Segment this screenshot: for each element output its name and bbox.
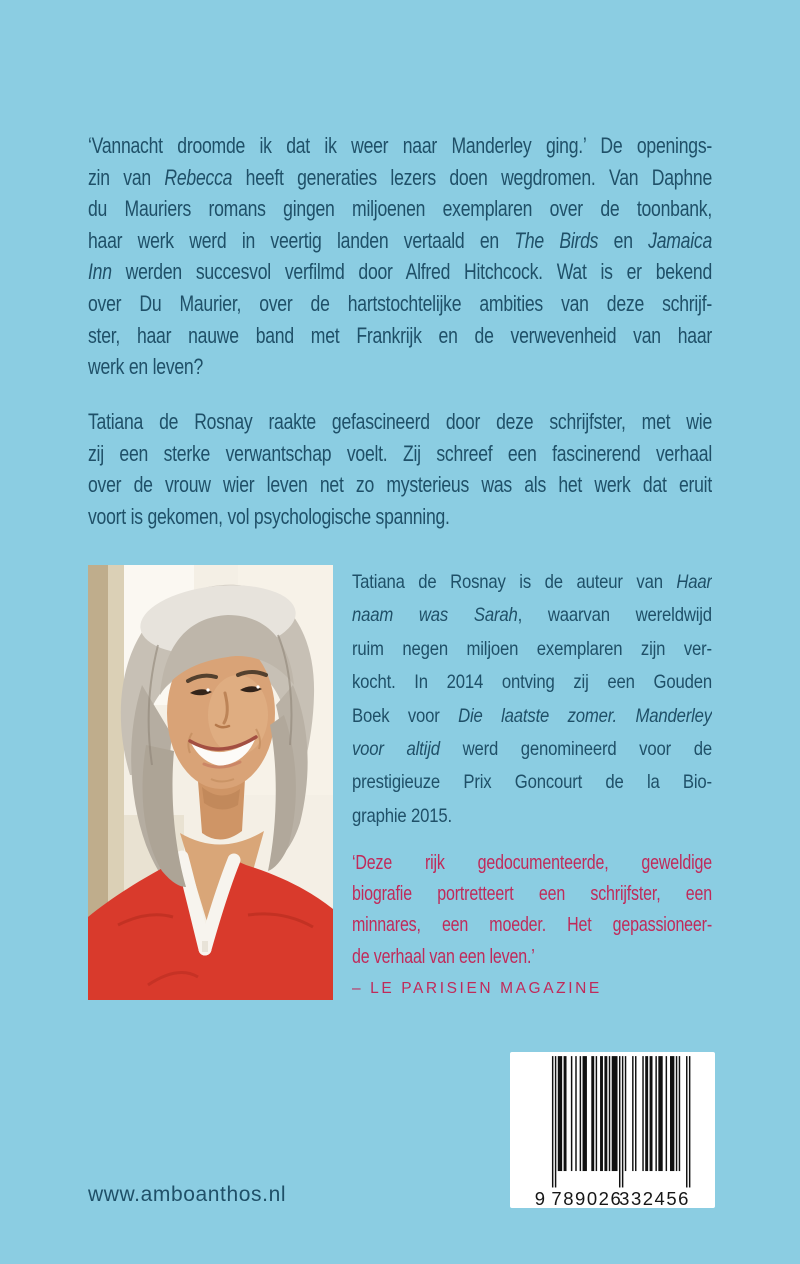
barcode-svg <box>510 1052 715 1208</box>
text-line: kocht. In 2014 ontving zij een Gouden <box>352 671 712 694</box>
text-line: zij een sterke verwantschap voelt. Zij schreef een fascinerend verhaal <box>88 440 712 466</box>
barcode-digits-group1: 789026 <box>551 1187 623 1208</box>
blurb-paragraph-2 <box>88 406 712 532</box>
publisher-website: www.amboanthos.nl <box>88 1183 287 1206</box>
text-line: ‘Deze rijk gedocumenteerde, geweldige <box>352 852 712 874</box>
barcode-bars <box>552 1056 690 1187</box>
text-line: ster, haar nauwe band met Frankrijk en de verwevenheid van haar <box>88 322 712 348</box>
barcode-digit-prefix: 9 <box>534 1187 547 1208</box>
text-line: ‘Vannacht droomde ik dat ik weer naar Manderley ging.’ De openings- <box>88 133 712 158</box>
text-line: naam was Sarah, waarvan wereldwijd <box>352 604 712 627</box>
press-quote-attribution: – LE PARISIEN MAGAZINE <box>352 980 602 997</box>
collar-button <box>202 941 208 952</box>
text-line: graphie 2015. <box>352 804 452 827</box>
text-line: over Du Maurier, over de hartstochtelijke ambities van deze schrijf- <box>88 290 712 316</box>
text-line: werk en leven? <box>88 354 204 380</box>
barcode <box>510 1052 715 1208</box>
author-photo <box>88 565 333 1000</box>
author-bio <box>352 566 712 833</box>
author-photo-illustration <box>88 565 333 1000</box>
text-line: haar werk werd in veertig landen vertaald en The Birds en Jamaica <box>88 227 712 253</box>
text-line: over de vrouw wier leven net zo mysterieus was als het werk dat eruit <box>88 472 712 498</box>
text-line: du Mauriers romans gingen miljoenen exemplaren over de toonbank, <box>88 196 712 222</box>
text-line: ruim negen miljoen exemplaren zijn ver- <box>352 637 712 660</box>
text-line: minnares, een moeder. Het gepassioneer- <box>352 914 712 937</box>
press-quote <box>352 848 712 973</box>
barcode-digits-group2: 332456 <box>619 1187 691 1208</box>
text-line: voor altijd werd genomineerd voor de <box>352 738 712 761</box>
text-line: Tatiana de Rosnay is de auteur van Haar <box>352 571 712 593</box>
text-line: de verhaal van een leven.’ <box>352 945 535 968</box>
text-line: voort is gekomen, vol psychologische spanning. <box>88 503 450 529</box>
text-line: zin van Rebecca heeft generaties lezers doen wegdromen. Van Daphne <box>88 164 712 190</box>
blurb-paragraph-1 <box>88 130 712 383</box>
text-line: Tatiana de Rosnay raakte gefascineerd door deze schrijfster, met wie <box>88 409 712 434</box>
text-line: prestigieuze Prix Goncourt de la Bio- <box>352 771 712 794</box>
text-line: biografie portretteert een schrijfster, een <box>352 883 712 906</box>
text-line: Boek voor Die laatste zomer. Manderley <box>352 704 712 727</box>
text-line: Inn werden succesvol verfilmd door Alfred Hitchcock. Wat is er bekend <box>88 259 712 285</box>
